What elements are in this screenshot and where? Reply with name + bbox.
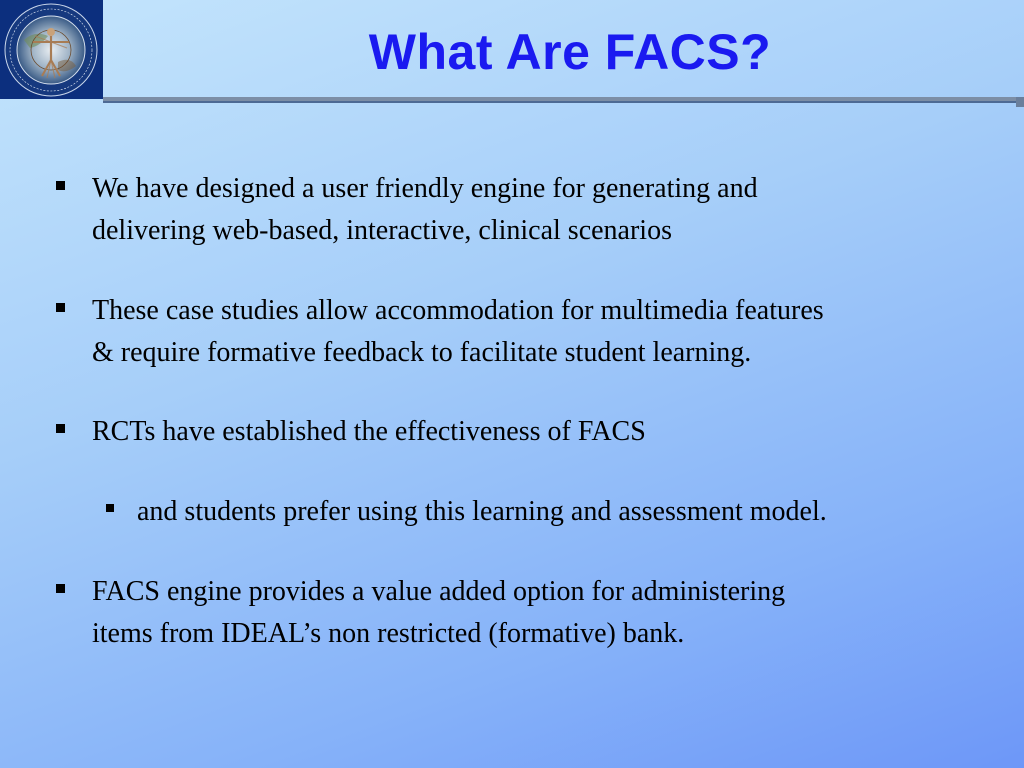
vitruvian-globe-icon <box>0 0 103 99</box>
title-divider-end <box>1016 97 1024 107</box>
sub-bullet-item <box>137 491 1007 533</box>
bullet-item <box>92 571 1002 655</box>
bullet-line: & require formative feedback to facilitate student learning. <box>92 337 752 368</box>
bullet-item <box>92 290 1012 374</box>
bullet-line: delivering web-based, interactive, clinical scenarios <box>92 215 672 246</box>
bullet-line: We have designed a user friendly engine for generating and <box>92 173 758 204</box>
consortium-logo <box>0 0 103 99</box>
bullet-line: These case studies allow accommodation for multimedia features <box>92 295 824 326</box>
bullet-line: items from IDEAL’s non restricted (formative) bank. <box>92 618 685 649</box>
bullet-line: RCTs have established the effectiveness of FACS <box>92 416 646 447</box>
square-bullet-icon <box>56 303 65 312</box>
square-bullet-icon <box>56 424 65 433</box>
square-bullet-icon <box>106 504 114 512</box>
bullet-line: and students prefer using this learning and assessment model. <box>137 496 827 527</box>
bullet-line: FACS engine provides a value added option for administering <box>92 576 786 607</box>
bullet-item <box>92 168 1002 252</box>
square-bullet-icon <box>56 584 65 593</box>
bullet-item <box>92 411 1002 453</box>
title-divider-shadow <box>103 101 1024 103</box>
slide-title: What Are FACS? <box>368 24 772 80</box>
square-bullet-icon <box>56 181 65 190</box>
